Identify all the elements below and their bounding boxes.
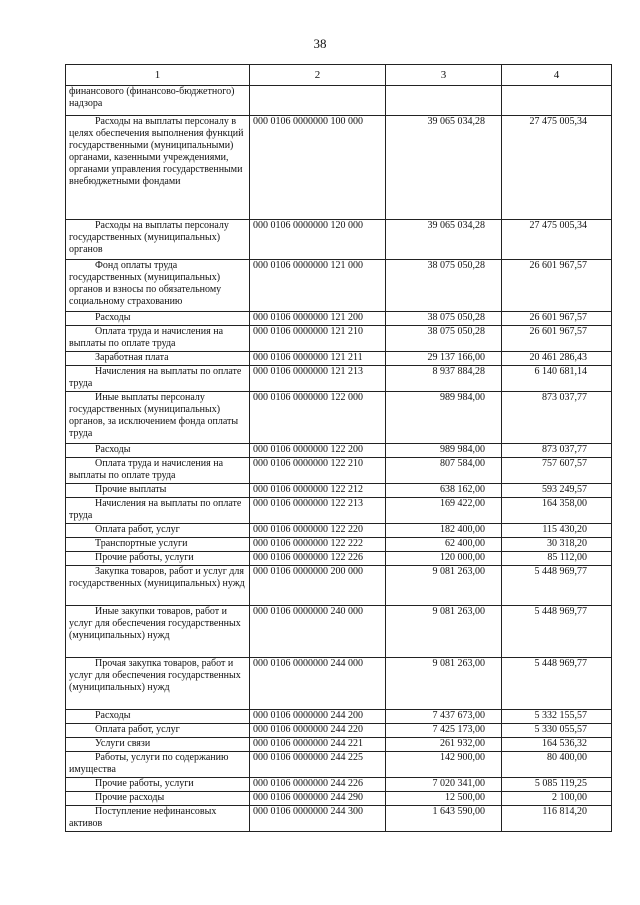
column-header-1: 1	[66, 65, 250, 86]
table-row	[66, 326, 612, 352]
row-value-col3: 8 937 884,28	[386, 366, 502, 392]
row-code: 000 0106 0000000 121 211	[250, 352, 386, 366]
row-name-cell	[66, 538, 250, 552]
row-name-cell	[66, 312, 250, 326]
row-name-cell	[66, 498, 250, 524]
row-code: 000 0106 0000000 122 200	[250, 444, 386, 458]
table-row	[66, 552, 612, 566]
table-row	[66, 366, 612, 392]
row-code: 000 0106 0000000 120 000	[250, 220, 386, 260]
row-code: 000 0106 0000000 122 213	[250, 498, 386, 524]
row-value-col3: 29 137 166,00	[386, 352, 502, 366]
row-name: финансового (финансово-бюджетного) надзора	[69, 86, 235, 109]
row-code: 000 0106 0000000 121 000	[250, 260, 386, 312]
row-value-col4: 116 814,20	[502, 806, 612, 832]
row-name-cell	[66, 806, 250, 832]
row-value-col3: 38 075 050,28	[386, 326, 502, 352]
row-value-col4: 164 536,32	[502, 738, 612, 752]
row-name: Прочие расходы	[95, 792, 165, 803]
row-name: Расходы	[95, 312, 131, 323]
table-row	[66, 392, 612, 444]
row-name: Иные закупки товаров, работ и услуг для обеспечения государственных (муниципальных) нужд	[69, 606, 241, 641]
row-value-col4: 593 249,57	[502, 484, 612, 498]
row-value-col3: 7 020 341,00	[386, 778, 502, 792]
row-value-col4: 27 475 005,34	[502, 220, 612, 260]
row-name: Начисления на выплаты по оплате труда	[69, 366, 242, 389]
row-name-cell	[66, 524, 250, 538]
row-value-col4: 873 037,77	[502, 392, 612, 444]
table-row	[66, 524, 612, 538]
row-name: Поступление нефинансовых активов	[69, 806, 217, 829]
row-name-cell	[66, 220, 250, 260]
row-value-col4: 80 400,00	[502, 752, 612, 778]
row-name-cell	[66, 86, 250, 116]
row-value-col4: 85 112,00	[502, 552, 612, 566]
row-name: Расходы на выплаты персоналу в целях обеспечения выполнения функций государственными (муниципальными) органами, казенными учреждениями, органами управления государственными внебюджетными фондами	[69, 116, 244, 187]
row-code: 000 0106 0000000 122 000	[250, 392, 386, 444]
row-name: Начисления на выплаты по оплате труда	[69, 498, 242, 521]
row-name-cell	[66, 752, 250, 778]
page-number: 38	[313, 36, 327, 51]
row-name-cell	[66, 792, 250, 806]
row-code: 000 0106 0000000 122 226	[250, 552, 386, 566]
row-value-col4: 20 461 286,43	[502, 352, 612, 366]
row-code: 000 0106 0000000 244 290	[250, 792, 386, 806]
row-value-col4: 115 430,20	[502, 524, 612, 538]
row-value-col4	[502, 86, 612, 116]
row-value-col3: 120 000,00	[386, 552, 502, 566]
row-code: 000 0106 0000000 122 222	[250, 538, 386, 552]
row-code: 000 0106 0000000 122 212	[250, 484, 386, 498]
row-code: 000 0106 0000000 240 000	[250, 606, 386, 658]
row-name-cell	[66, 352, 250, 366]
table-row	[66, 566, 612, 606]
row-value-col3: 9 081 263,00	[386, 566, 502, 606]
table-row	[66, 710, 612, 724]
row-value-col3: 62 400,00	[386, 538, 502, 552]
table-row	[66, 352, 612, 366]
row-code: 000 0106 0000000 244 200	[250, 710, 386, 724]
row-value-col3: 182 400,00	[386, 524, 502, 538]
row-value-col4: 5 085 119,25	[502, 778, 612, 792]
row-value-col4: 164 358,00	[502, 498, 612, 524]
row-value-col4: 27 475 005,34	[502, 116, 612, 220]
row-value-col3: 638 162,00	[386, 484, 502, 498]
row-value-col3: 7 425 173,00	[386, 724, 502, 738]
row-code: 000 0106 0000000 244 220	[250, 724, 386, 738]
row-name-cell	[66, 260, 250, 312]
row-name: Прочая закупка товаров, работ и услуг для обеспечения государственных (муниципальных) нужд	[69, 658, 241, 693]
row-name-cell	[66, 738, 250, 752]
budget-table	[65, 64, 612, 832]
row-code: 000 0106 0000000 244 000	[250, 658, 386, 710]
table-row	[66, 312, 612, 326]
table-row	[66, 538, 612, 552]
row-value-col4: 5 330 055,57	[502, 724, 612, 738]
table-row	[66, 484, 612, 498]
row-value-col4: 873 037,77	[502, 444, 612, 458]
row-name: Фонд оплаты труда государственных (муниципальных) органов и взносы по обязательному социальному страхованию	[69, 260, 222, 307]
row-name-cell	[66, 778, 250, 792]
table-row	[66, 792, 612, 806]
row-name: Услуги связи	[95, 738, 151, 749]
row-name: Прочие выплаты	[95, 484, 167, 495]
row-value-col3: 989 984,00	[386, 392, 502, 444]
row-code	[250, 86, 386, 116]
row-value-col3: 12 500,00	[386, 792, 502, 806]
row-value-col4: 757 607,57	[502, 458, 612, 484]
row-value-col3: 261 932,00	[386, 738, 502, 752]
row-value-col4: 6 140 681,14	[502, 366, 612, 392]
row-value-col4: 2 100,00	[502, 792, 612, 806]
row-value-col4: 5 448 969,77	[502, 606, 612, 658]
table-row	[66, 658, 612, 710]
row-value-col3: 142 900,00	[386, 752, 502, 778]
row-name: Прочие работы, услуги	[95, 552, 194, 563]
row-name: Транспортные услуги	[95, 538, 188, 549]
table-row	[66, 752, 612, 778]
row-name-cell	[66, 552, 250, 566]
row-name: Расходы	[95, 444, 131, 455]
row-name: Работы, услуги по содержанию имущества	[69, 752, 229, 775]
row-code: 000 0106 0000000 200 000	[250, 566, 386, 606]
row-value-col4: 5 448 969,77	[502, 658, 612, 710]
row-value-col3: 38 075 050,28	[386, 312, 502, 326]
row-name-cell	[66, 606, 250, 658]
row-name-cell	[66, 724, 250, 738]
table-row	[66, 806, 612, 832]
row-name-cell	[66, 458, 250, 484]
row-name: Оплата работ, услуг	[95, 724, 180, 735]
row-value-col3: 9 081 263,00	[386, 658, 502, 710]
row-value-col4: 26 601 967,57	[502, 326, 612, 352]
row-code: 000 0106 0000000 244 221	[250, 738, 386, 752]
row-value-col4: 5 448 969,77	[502, 566, 612, 606]
row-name-cell	[66, 392, 250, 444]
row-name-cell	[66, 116, 250, 220]
row-value-col3: 807 584,00	[386, 458, 502, 484]
column-header-2: 2	[250, 65, 386, 86]
table-header-row	[66, 65, 612, 86]
row-name: Закупка товаров, работ и услуг для государственных (муниципальных) нужд	[69, 566, 245, 589]
table-row	[66, 606, 612, 658]
row-name: Иные выплаты персоналу государственных (муниципальных) органов, за исключением фонда оплаты труда	[69, 392, 239, 439]
row-name-cell	[66, 566, 250, 606]
row-code: 000 0106 0000000 122 210	[250, 458, 386, 484]
row-name: Оплата труда и начисления на выплаты по оплате труда	[69, 458, 224, 481]
row-code: 000 0106 0000000 100 000	[250, 116, 386, 220]
row-name-cell	[66, 444, 250, 458]
row-code: 000 0106 0000000 121 213	[250, 366, 386, 392]
row-value-col3: 39 065 034,28	[386, 220, 502, 260]
row-name: Прочие работы, услуги	[95, 778, 194, 789]
row-code: 000 0106 0000000 121 210	[250, 326, 386, 352]
row-value-col3: 1 643 590,00	[386, 806, 502, 832]
table-row	[66, 458, 612, 484]
row-name-cell	[66, 658, 250, 710]
table-body	[66, 86, 612, 832]
row-name-cell	[66, 710, 250, 724]
table-row	[66, 738, 612, 752]
table-row	[66, 116, 612, 220]
row-value-col3: 38 075 050,28	[386, 260, 502, 312]
row-value-col3: 7 437 673,00	[386, 710, 502, 724]
row-value-col4: 30 318,20	[502, 538, 612, 552]
row-name: Расходы на выплаты персоналу государственных (муниципальных) органов	[69, 220, 229, 255]
row-value-col3: 169 422,00	[386, 498, 502, 524]
table-row	[66, 86, 612, 116]
row-value-col4: 26 601 967,57	[502, 260, 612, 312]
row-value-col3: 39 065 034,28	[386, 116, 502, 220]
column-header-3: 3	[386, 65, 502, 86]
table-row	[66, 260, 612, 312]
row-name: Заработная плата	[95, 352, 169, 363]
row-name-cell	[66, 484, 250, 498]
row-code: 000 0106 0000000 244 300	[250, 806, 386, 832]
row-name-cell	[66, 326, 250, 352]
row-name: Оплата труда и начисления на выплаты по оплате труда	[69, 326, 224, 349]
table-row	[66, 444, 612, 458]
row-value-col3	[386, 86, 502, 116]
row-code: 000 0106 0000000 121 200	[250, 312, 386, 326]
table-row	[66, 778, 612, 792]
row-name: Расходы	[95, 710, 131, 721]
row-code: 000 0106 0000000 122 220	[250, 524, 386, 538]
row-name: Оплата работ, услуг	[95, 524, 180, 535]
table-row	[66, 498, 612, 524]
row-code: 000 0106 0000000 244 225	[250, 752, 386, 778]
row-value-col4: 5 332 155,57	[502, 710, 612, 724]
row-name-cell	[66, 366, 250, 392]
row-code: 000 0106 0000000 244 226	[250, 778, 386, 792]
row-value-col3: 9 081 263,00	[386, 606, 502, 658]
row-value-col3: 989 984,00	[386, 444, 502, 458]
table-row	[66, 724, 612, 738]
row-value-col4: 26 601 967,57	[502, 312, 612, 326]
column-header-4: 4	[502, 65, 612, 86]
table-row	[66, 220, 612, 260]
